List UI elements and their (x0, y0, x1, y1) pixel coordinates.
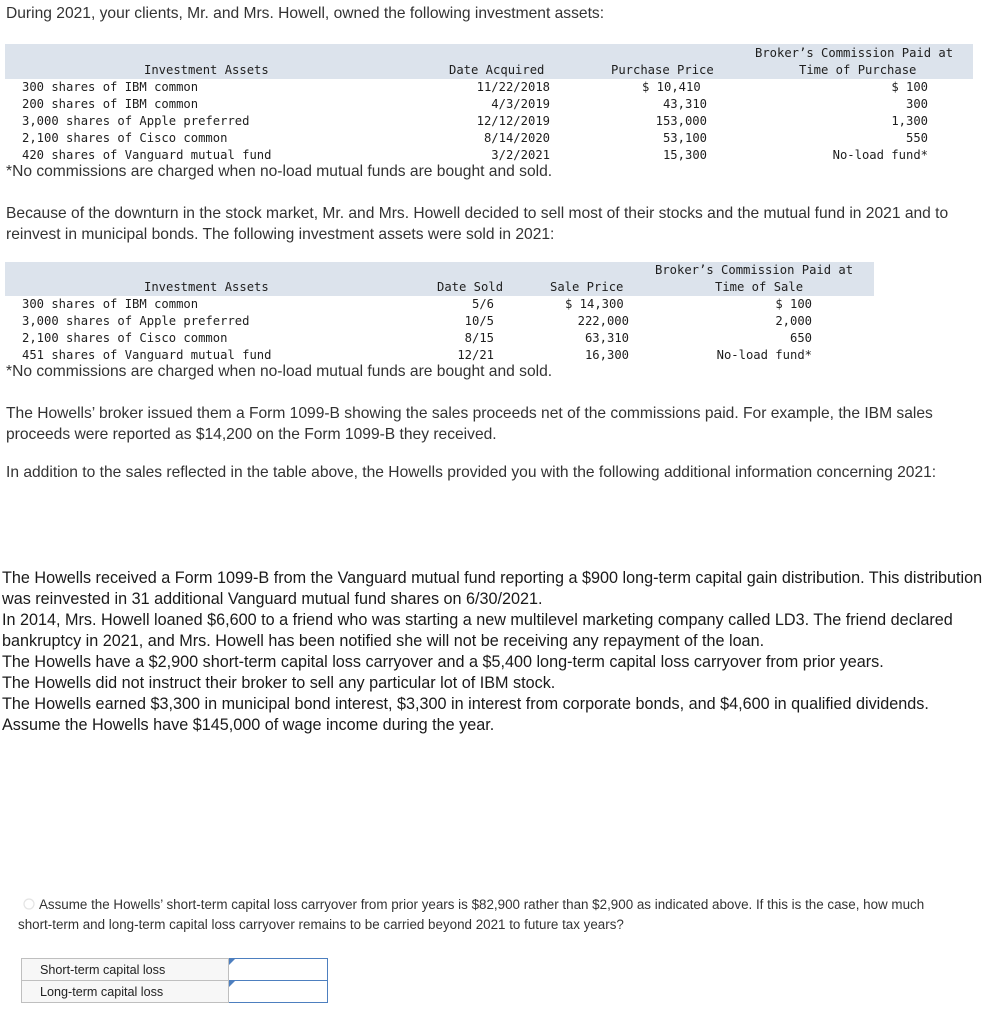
price-cell: 53,100 (662, 131, 707, 145)
asset-cell: 3,000 shares of Apple preferred (22, 114, 250, 128)
long-term-label: Long-term capital loss (22, 981, 229, 1003)
commission-cell: 550 (905, 131, 928, 145)
commission-cell: 2,000 (775, 314, 812, 328)
intro-text: During 2021, your clients, Mr. and Mrs. Howell, owned the following investment assets: (6, 5, 605, 22)
commission-cell: 300 (905, 97, 928, 111)
header-time-of-purchase: Time of Purchase (799, 63, 917, 77)
date-cell: 8/15 (464, 331, 494, 345)
date-cell: 8/14/2020 (483, 131, 550, 145)
header-date-sold: Date Sold (437, 280, 504, 294)
price-cell: 63,310 (584, 331, 629, 345)
date-cell: 12/12/2019 (476, 114, 550, 128)
table-footnote: *No commissions are charged when no-load mutual funds are bought and sold. (6, 163, 553, 180)
header-sale-price: Sale Price (550, 280, 624, 294)
header-asset: Investment Assets (144, 280, 269, 294)
price-cell: 153,000 (655, 114, 707, 128)
asset-cell: 300 shares of IBM common (22, 297, 199, 311)
downturn-paragraph: Because of the downturn in the stock market, Mr. and Mrs. Howell decided to sell most of their stocks and the mutual fund in 2021 and to reinvest in municipal bonds. The following investment assets were sold in 2021: (6, 205, 949, 243)
long-term-input[interactable] (229, 982, 327, 1001)
date-cell: 3/2/2021 (491, 148, 550, 162)
header-asset: Investment Assets (144, 63, 269, 77)
price-cell: 15,300 (662, 148, 707, 162)
input-corner-icon (229, 959, 235, 965)
short-term-input[interactable] (229, 960, 327, 979)
price-cell: $ 10,410 (642, 80, 701, 94)
header-time-of-sale: Time of Sale (715, 280, 804, 294)
asset-cell: 2,100 shares of Cisco common (22, 131, 228, 145)
fact-item: The Howells received a Form 1099-B from the Vanguard mutual fund reporting a $900 long-term capital gain distribution. This distribution was reinvested in 31 additional Vanguard mutual fund shares on 6/30/2021. (2, 569, 983, 608)
price-cell: $ 14,300 (565, 297, 624, 311)
price-cell: 16,300 (584, 348, 629, 362)
question-marker-icon (22, 897, 36, 911)
question-text (18, 895, 948, 935)
facts-list (2, 568, 987, 736)
asset-cell: 2,100 shares of Cisco common (22, 331, 228, 345)
short-term-cell (229, 959, 328, 981)
short-term-label: Short-term capital loss (22, 959, 229, 981)
price-cell: 43,310 (662, 97, 707, 111)
fact-item: The Howells have a $2,900 short-term capital loss carryover and a $5,400 long-term capital loss carryover from prior years. (2, 653, 884, 671)
fact-item: The Howells did not instruct their broker to sell any particular lot of IBM stock. (2, 674, 556, 692)
fact-item: Assume the Howells have $145,000 of wage income during the year. (2, 716, 495, 734)
header-purchase-price: Purchase Price (611, 63, 714, 77)
commission-cell: No-load fund* (716, 348, 812, 362)
commission-cell: $ 100 (775, 297, 812, 311)
answer-row-long-term (22, 981, 328, 1003)
table-footnote: *No commissions are charged when no-load mutual funds are bought and sold. (6, 363, 553, 380)
fact-item: In 2014, Mrs. Howell loaned $6,600 to a friend who was starting a new multilevel marketing company called LD3. The friend declared bankruptcy in 2021, and Mrs. Howell has been notified she will not be receiving any repayment of the loan. (2, 611, 953, 650)
date-cell: 4/3/2019 (491, 97, 550, 111)
header-date-acquired: Date Acquired (449, 63, 545, 77)
long-term-cell (229, 981, 328, 1003)
commission-cell: 650 (789, 331, 812, 345)
answer-table (21, 958, 328, 1003)
date-cell: 12/21 (457, 348, 494, 362)
question-body: Assume the Howells’ short-term capital loss carryover from prior years is $82,900 rather than $2,900 as indicated above. If this is the case, how much short-term and long-term capital loss carryover remains to be carried beyond 2021 to future tax years? (18, 897, 925, 932)
asset-cell: 3,000 shares of Apple preferred (22, 314, 250, 328)
header-broker-commission: Broker’s Commission Paid at (755, 46, 954, 60)
asset-cell: 451 shares of Vanguard mutual fund (22, 348, 272, 362)
answer-row-short-term (22, 959, 328, 981)
price-cell: 222,000 (577, 314, 629, 328)
header-broker-commission: Broker’s Commission Paid at (655, 263, 854, 277)
asset-cell: 300 shares of IBM common (22, 80, 199, 94)
date-cell: 5/6 (471, 297, 494, 311)
commission-cell: 1,300 (891, 114, 928, 128)
commission-cell: $ 100 (891, 80, 928, 94)
asset-cell: 420 shares of Vanguard mutual fund (22, 148, 272, 162)
fact-item: The Howells earned $3,300 in municipal bond interest, $3,300 in interest from corporate bonds, and $4,600 in qualified dividends. (2, 695, 929, 713)
asset-cell: 200 shares of IBM common (22, 97, 199, 111)
date-cell: 11/22/2018 (476, 80, 550, 94)
broker-paragraph: The Howells’ broker issued them a Form 1099-B showing the sales proceeds net of the commissions paid. For example, the IBM sales proceeds were reported as $14,200 on the Form 1099-B they received. (6, 405, 933, 443)
input-corner-icon (229, 981, 235, 987)
date-cell: 10/5 (464, 314, 494, 328)
additional-info-paragraph: In addition to the sales reflected in the table above, the Howells provided you with the following additional information concerning 2021: (6, 464, 937, 481)
commission-cell: No-load fund* (832, 148, 928, 162)
